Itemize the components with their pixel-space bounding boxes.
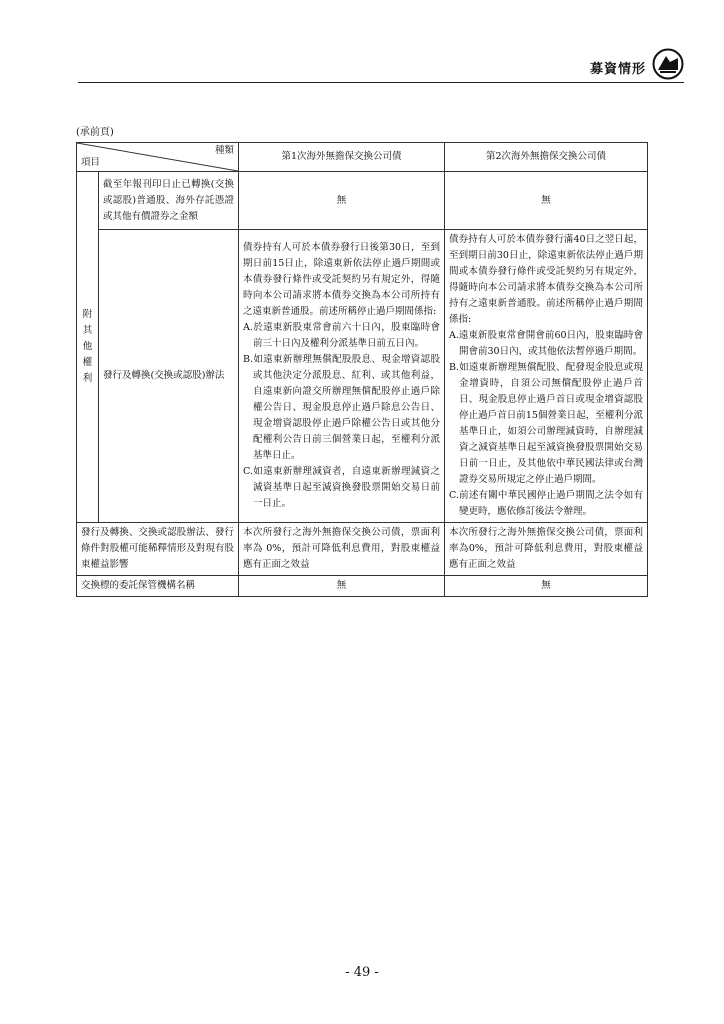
row-value: 無	[445, 172, 648, 230]
section-title: 募資情形	[589, 62, 646, 77]
col2-header: 第2次海外無擔保交換公司債	[445, 143, 648, 172]
header-item-label: 項目	[81, 157, 101, 168]
continued-label: (承前頁)	[76, 127, 114, 138]
table-row	[77, 230, 648, 523]
row-value: 本次所發行之海外無擔保交換公司債，票面利率為0%，預計可降低利息費用，對股東權益應有正面之效益	[445, 523, 648, 576]
paragraph: 債券持有人可於本債券發行滿40日之翌日起，至到期日前30日止，除遠東新依法停止過戶期間或本債券發行條件或受託契約另有規定外，得隨時向本公司請求將本債券交換為本公司所持有之遠東新普通股。前述所稱停止過戶期間係指:	[449, 234, 643, 325]
header-type-label: 種類	[214, 145, 234, 156]
row-value	[445, 230, 648, 523]
list-item: A.遠東新股東常會開會前60日內，股東臨時會開會前30日內，或其他依法暫停過戶期間。	[449, 330, 643, 357]
paragraph: 債券持有人可於本債券發行日後第30日，至到期日前15日止，除遠東新依法停止過戶期間或本債券發行條件或受託契約另有規定外，得隨時向本公司請求將本債券交換為本公司所持有之遠東新普通股。前述所稱停止過戶期間係指:	[243, 242, 440, 317]
header-diagonal-cell	[77, 143, 239, 172]
page-number: - 49 -	[345, 965, 379, 980]
row-label: 截至年報刊印日止已轉換(交換或認股)普通股、海外存託憑證或其他有價證券之金額	[99, 172, 239, 230]
page-header	[0, 0, 724, 90]
row-value: 無	[239, 172, 445, 230]
row-value	[239, 230, 445, 523]
list-item: B.如遠東新辦理無償配股、配發現金股息或現金增資時，自須公司無償配股停止過戶首日、現金股息停止過戶首日或現金增資認股停止過戶首日前15個營業日起，至權利分派基準日止，如須公司辦理減資時，自辦理減資之減資基準日起至減資換發股票開始交易日前一日止，及其他依中華民國法律或台灣證券交易所規定之停止過戶期間。	[449, 362, 643, 485]
securities-table	[76, 142, 648, 597]
row-value: 本次所發行之海外無擔保交換公司債，票面利率為 0%，預計可降低利息費用，對股東權益應有正面之效益	[239, 523, 445, 576]
diagonal-line	[77, 143, 238, 171]
row-value: 無	[239, 576, 445, 597]
col1-header: 第1次海外無擔保交換公司債	[239, 143, 445, 172]
table-row	[77, 576, 648, 597]
table-header-row	[77, 143, 648, 172]
row-value: 無	[445, 576, 648, 597]
header-rule	[78, 82, 684, 83]
list-item: C.如遠東新辦理減資者，自遠東新辦理減資之減資基準日起至減資換發股票開始交易日前一日止。	[243, 466, 440, 509]
table-row	[77, 172, 648, 230]
table-row	[77, 523, 648, 576]
group-label-other-rights: 附 其 他 權 利	[77, 172, 99, 523]
row-label: 交換標的委託保管機構名稱	[77, 576, 239, 597]
list-item: B.如遠東新辦理無償配股股息、現金增資認股或其他決定分派股息、紅利、或其他利益，自遠東新向證交所辦理無償配股停止過戶除權公告日、現金股息停止過戶除息公告日、現金增資認股停止過戶除權公告日或其他分配權利公告日前三個營業日起，至權利分派基準日止。	[243, 354, 440, 461]
list-item: C.前述有關中華民國停止過戶期間之法令如有變更時，應依修訂後法令辦理。	[449, 490, 643, 517]
list-item: A.於遠東新股東常會前六十日內，股東臨時會前三十日內及權利分派基準日前五日內。	[243, 322, 440, 349]
row-label: 發行及轉換、交換或認股辦法、發行條件對股權可能稀釋情形及對現有股東權益影響	[77, 523, 239, 576]
company-logo-icon	[652, 48, 684, 80]
row-label: 發行及轉換(交換或認股)辦法	[99, 230, 239, 523]
